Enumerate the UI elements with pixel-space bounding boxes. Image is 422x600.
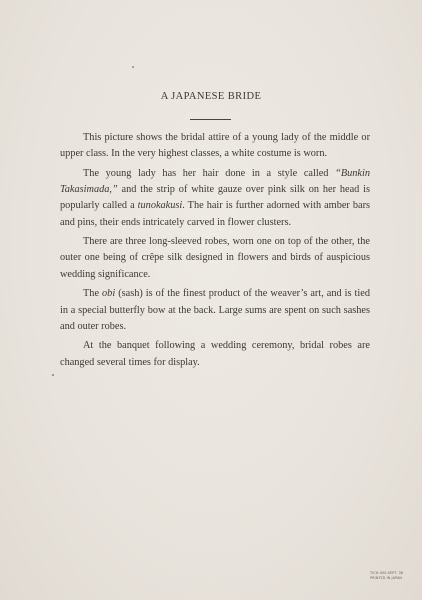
paragraph bbox=[60, 286, 370, 335]
paragraph-text: (sash) is of the finest product of the weaver’s art, and is tied in a special butterfly bow at the back. Large sums are spent on such sashes and outer robes. bbox=[60, 288, 370, 332]
paragraph-text: . The hair is further adorned with amber bars and pins, their ends intricately carved in flower clusters. bbox=[60, 200, 371, 228]
body-text bbox=[60, 130, 370, 374]
paragraph-text: At the banquet following a wedding ceremony, bridal robes are changed several times for display. bbox=[60, 340, 370, 368]
imprint-code: TICH-000-SEPT. 36 bbox=[370, 571, 404, 575]
paragraph bbox=[60, 166, 370, 231]
paragraph-text: The young lady has her hair done in a style called bbox=[83, 167, 336, 179]
paragraph-text: and the strip of white gauze over pink silk on her head is popularly called a bbox=[60, 184, 370, 212]
page-title: A JAPANESE BRIDE bbox=[160, 91, 262, 102]
italic-term: “Bunkin Takasimada,” bbox=[60, 167, 370, 196]
title-divider bbox=[190, 119, 231, 120]
italic-term: obi bbox=[102, 288, 116, 300]
italic-term: tunokakusi bbox=[137, 200, 183, 212]
imprint-origin: PRINTED IN JAPAN bbox=[370, 576, 402, 580]
paragraph bbox=[60, 234, 370, 283]
paragraph bbox=[60, 130, 370, 162]
printer-imprint bbox=[370, 571, 403, 581]
paper-spot bbox=[52, 374, 54, 376]
paragraph bbox=[60, 338, 370, 370]
paragraph-text: This picture shows the bridal attire of a young lady of the middle or upper class. In the very highest classes, a white costume is worn. bbox=[60, 132, 370, 160]
paper-spot bbox=[132, 66, 134, 68]
paragraph-text: There are three long-sleeved robes, worn one on top of the other, the outer one being of crêpe silk designed in flowers and birds of auspicious wedding significance. bbox=[60, 236, 370, 280]
paragraph-text: The bbox=[83, 288, 103, 300]
